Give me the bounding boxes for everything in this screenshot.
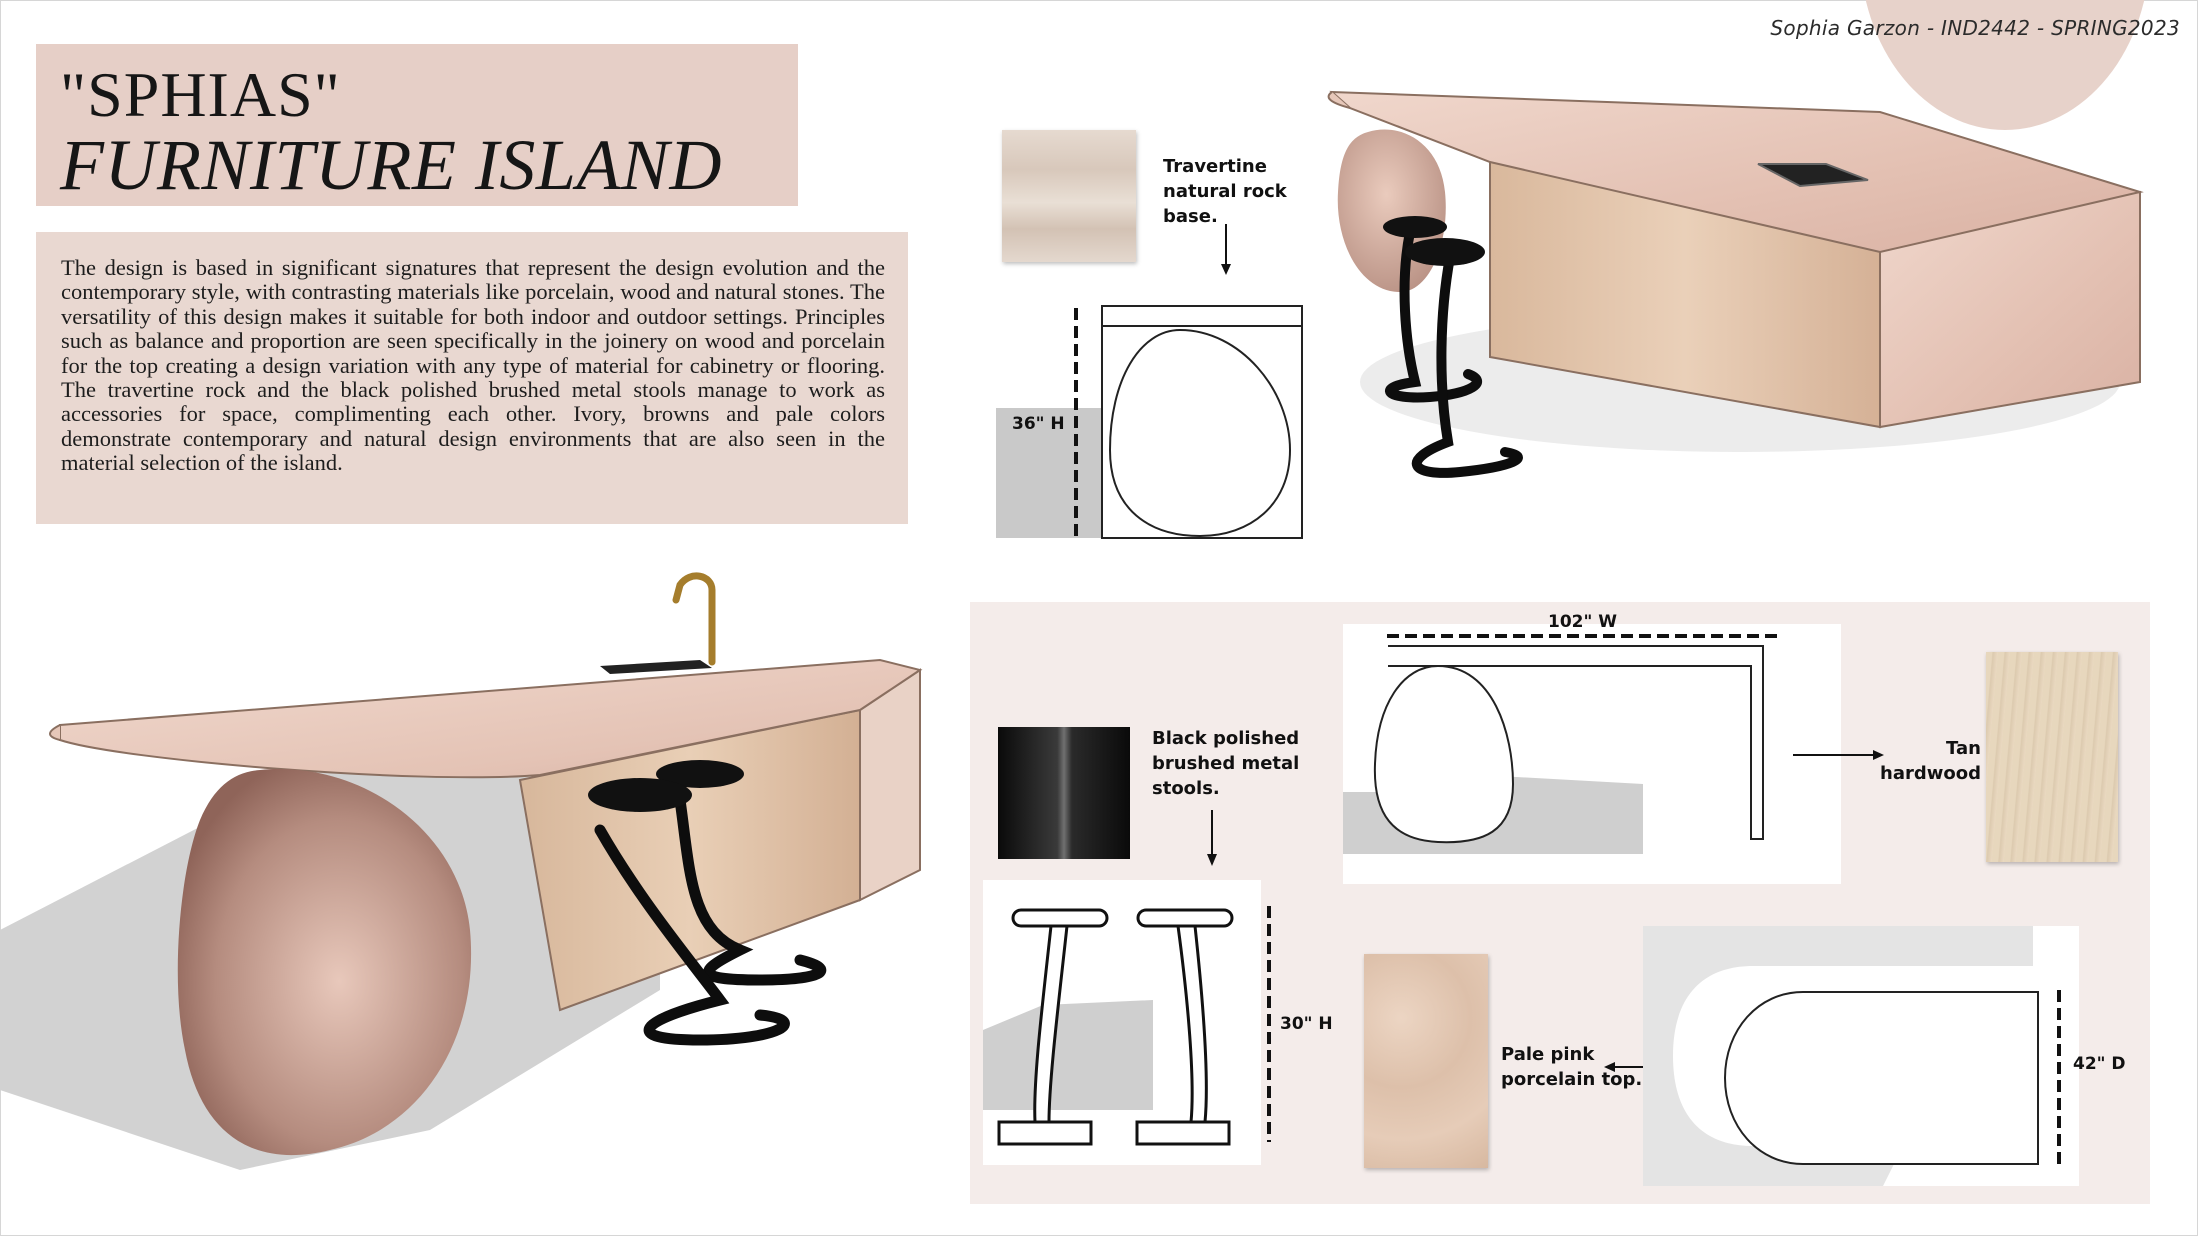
island-render-bottom xyxy=(0,570,940,1190)
black-metal-swatch xyxy=(998,727,1130,859)
rock-height-label: 36" H xyxy=(1012,414,1065,434)
countertop-plan-drawing xyxy=(1643,926,2079,1186)
author-credit: Sophia Garzon - IND2442 - SPRING2023 xyxy=(1770,16,2180,40)
stool-height-label: 30" H xyxy=(1280,1014,1333,1034)
black-metal-label-line-1: Black polished xyxy=(1152,728,1300,749)
title-line-1: "SPHIAS" xyxy=(60,59,341,130)
black-metal-label-line-3: stools. xyxy=(1152,778,1220,799)
black-metal-label xyxy=(1152,726,1299,801)
travertine-label-line-1: Travertine xyxy=(1163,156,1267,177)
travertine-swatch xyxy=(1002,130,1136,262)
porcelain-swatch xyxy=(1364,954,1488,1168)
porcelain-label-line-2: porcelain top. xyxy=(1501,1069,1643,1090)
description-text: The design is based in significant signatures that represent the design evolution and the contemporary style, with contrasting materials like porcelain, wood and natural stones. The versatility of this design makes it suitable for both indoor and outdoor settings. Principles such as balance and proportion are seen specifically in the joinery on wood and porcelain for the top creating a design variation with any type of material for cabinetry or flooring. The travertine rock and the black polished brushed metal stools manage to work as accessories for space, complimenting each other. Ivory, browns and pale colors demonstrate contemporary and natural design environments that are also seen in the material selection of the island. xyxy=(61,255,885,476)
hardwood-swatch xyxy=(1986,652,2118,862)
width-label: 102" W xyxy=(1548,612,1618,632)
hardwood-label-line-2: hardwood xyxy=(1880,763,1981,784)
travertine-label-line-3: base. xyxy=(1163,206,1218,227)
travertine-label xyxy=(1163,154,1287,229)
title-line-2: FURNITURE ISLAND xyxy=(60,125,722,205)
black-metal-arrow xyxy=(1206,810,1218,868)
porcelain-label-line-1: Pale pink xyxy=(1501,1044,1595,1065)
hardwood-arrow xyxy=(1793,748,1885,762)
plan-view-drawing xyxy=(1343,624,1841,884)
hardwood-label xyxy=(1880,736,1981,786)
stool-elevation-drawing xyxy=(983,880,1283,1165)
depth-label: 42" D xyxy=(2073,1054,2126,1074)
black-metal-label-line-2: brushed metal xyxy=(1152,753,1300,774)
travertine-label-line-2: natural rock xyxy=(1163,181,1287,202)
hardwood-label-line-1: Tan xyxy=(1946,738,1981,759)
island-render-top xyxy=(1320,82,2150,552)
travertine-arrow xyxy=(1220,224,1232,276)
